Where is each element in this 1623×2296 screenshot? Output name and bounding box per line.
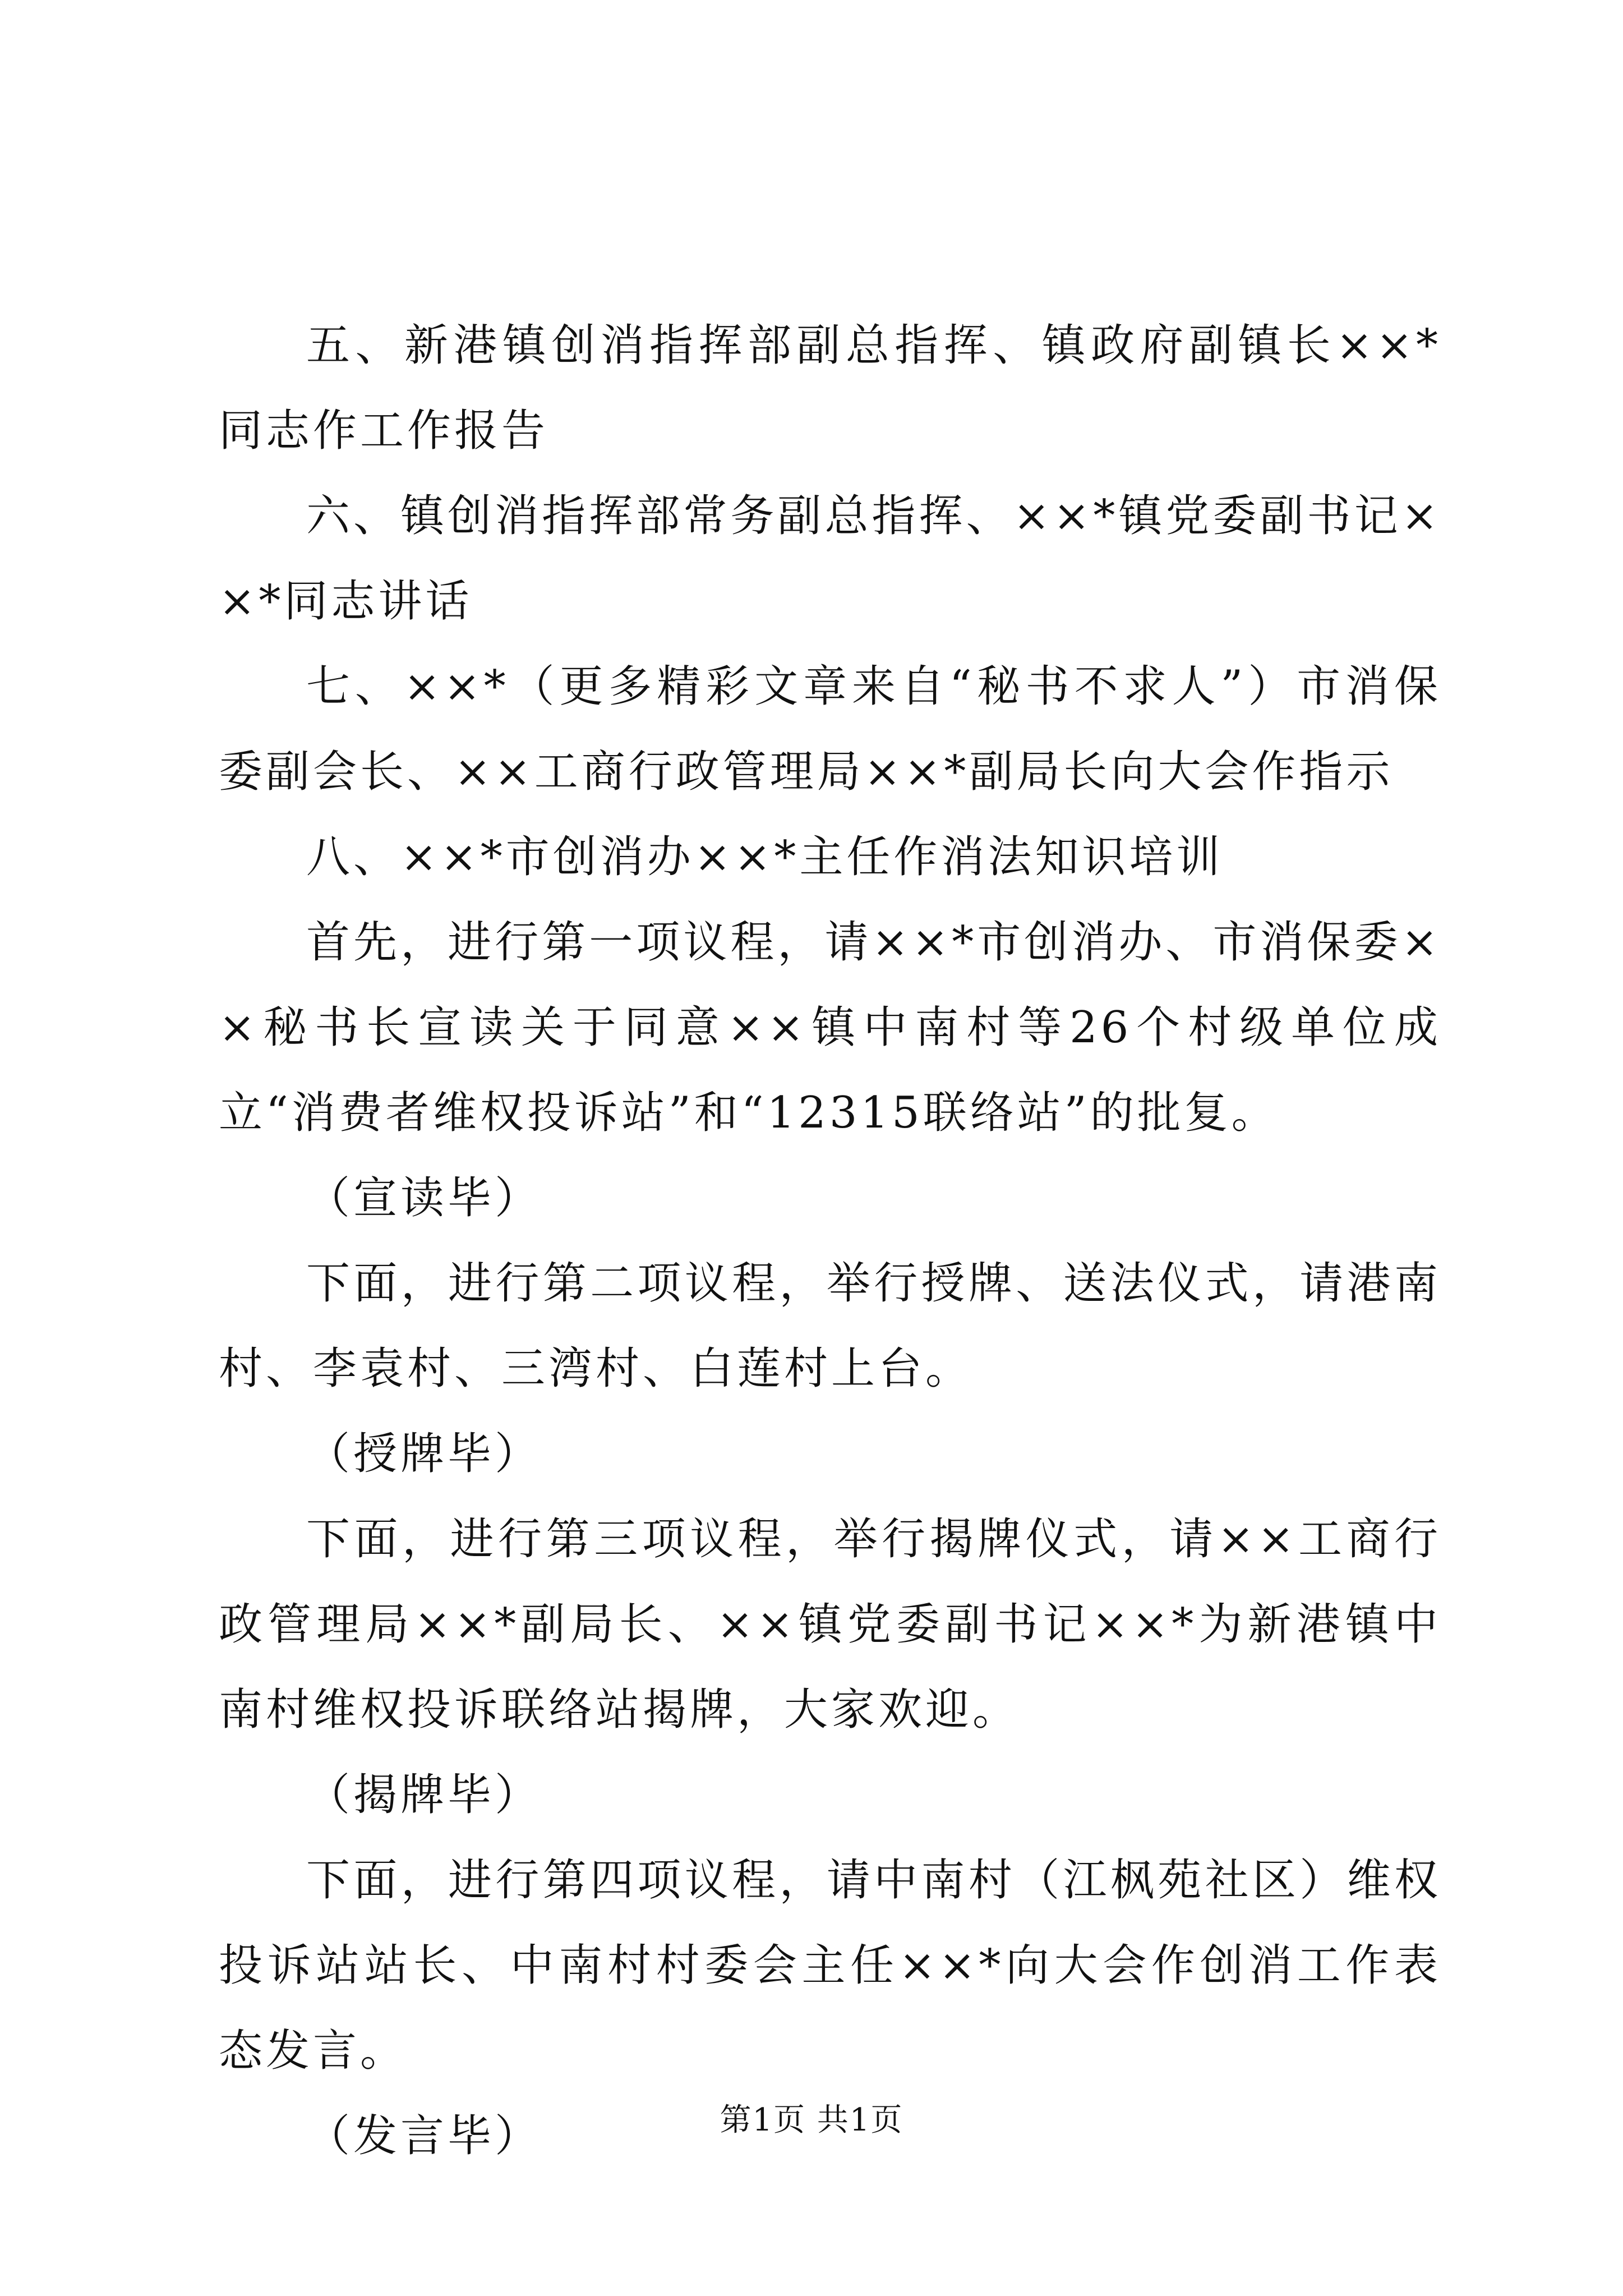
document-body bbox=[219, 303, 1441, 2179]
agenda-step-4: 下面，进行第四项议程，请中南村（江枫苑社区）维权投诉站站长、中南村村委会主任××*向大会作创消工作表态发言。 bbox=[219, 1855, 1441, 2076]
step-note-1: （宣读毕） bbox=[306, 1173, 542, 1223]
page-footer: 第1页 共1页 bbox=[720, 2102, 903, 2138]
agenda-item-7: 七、××*（更多精彩文章来自“秘书不求人”）市消保委副会长、××工商行政管理局××*副局长向大会作指示 bbox=[219, 661, 1441, 797]
agenda-item-5: 五、新港镇创消指挥部副总指挥、镇政府副镇长××*同志作工作报告 bbox=[219, 320, 1441, 456]
step-note-3: （揭牌毕） bbox=[306, 1770, 542, 1820]
agenda-item-6: 六、镇创消指挥部常务副总指挥、××*镇党委副书记××*同志讲话 bbox=[219, 491, 1441, 627]
agenda-item-8: 八、××*市创消办××*主任作消法知识培训 bbox=[306, 832, 1224, 882]
agenda-step-3: 下面，进行第三项议程，举行揭牌仪式，请××工商行政管理局××*副局长、××镇党委副书记××*为新港镇中南村维权投诉联络站揭牌，大家欢迎。 bbox=[219, 1514, 1441, 1735]
step-note-2: （授牌毕） bbox=[306, 1429, 542, 1479]
agenda-step-2: 下面，进行第二项议程，举行授牌、送法仪式，请港南村、李袁村、三湾村、白莲村上台。 bbox=[219, 1258, 1441, 1394]
step-note-4: （发言毕） bbox=[306, 2111, 542, 2161]
agenda-step-1: 首先，进行第一项议程，请××*市创消办、市消保委××秘书长宣读关于同意××镇中南村等26个村级单位成立“消费者维权投诉站”和“12315联络站”的批复。 bbox=[219, 917, 1441, 1138]
